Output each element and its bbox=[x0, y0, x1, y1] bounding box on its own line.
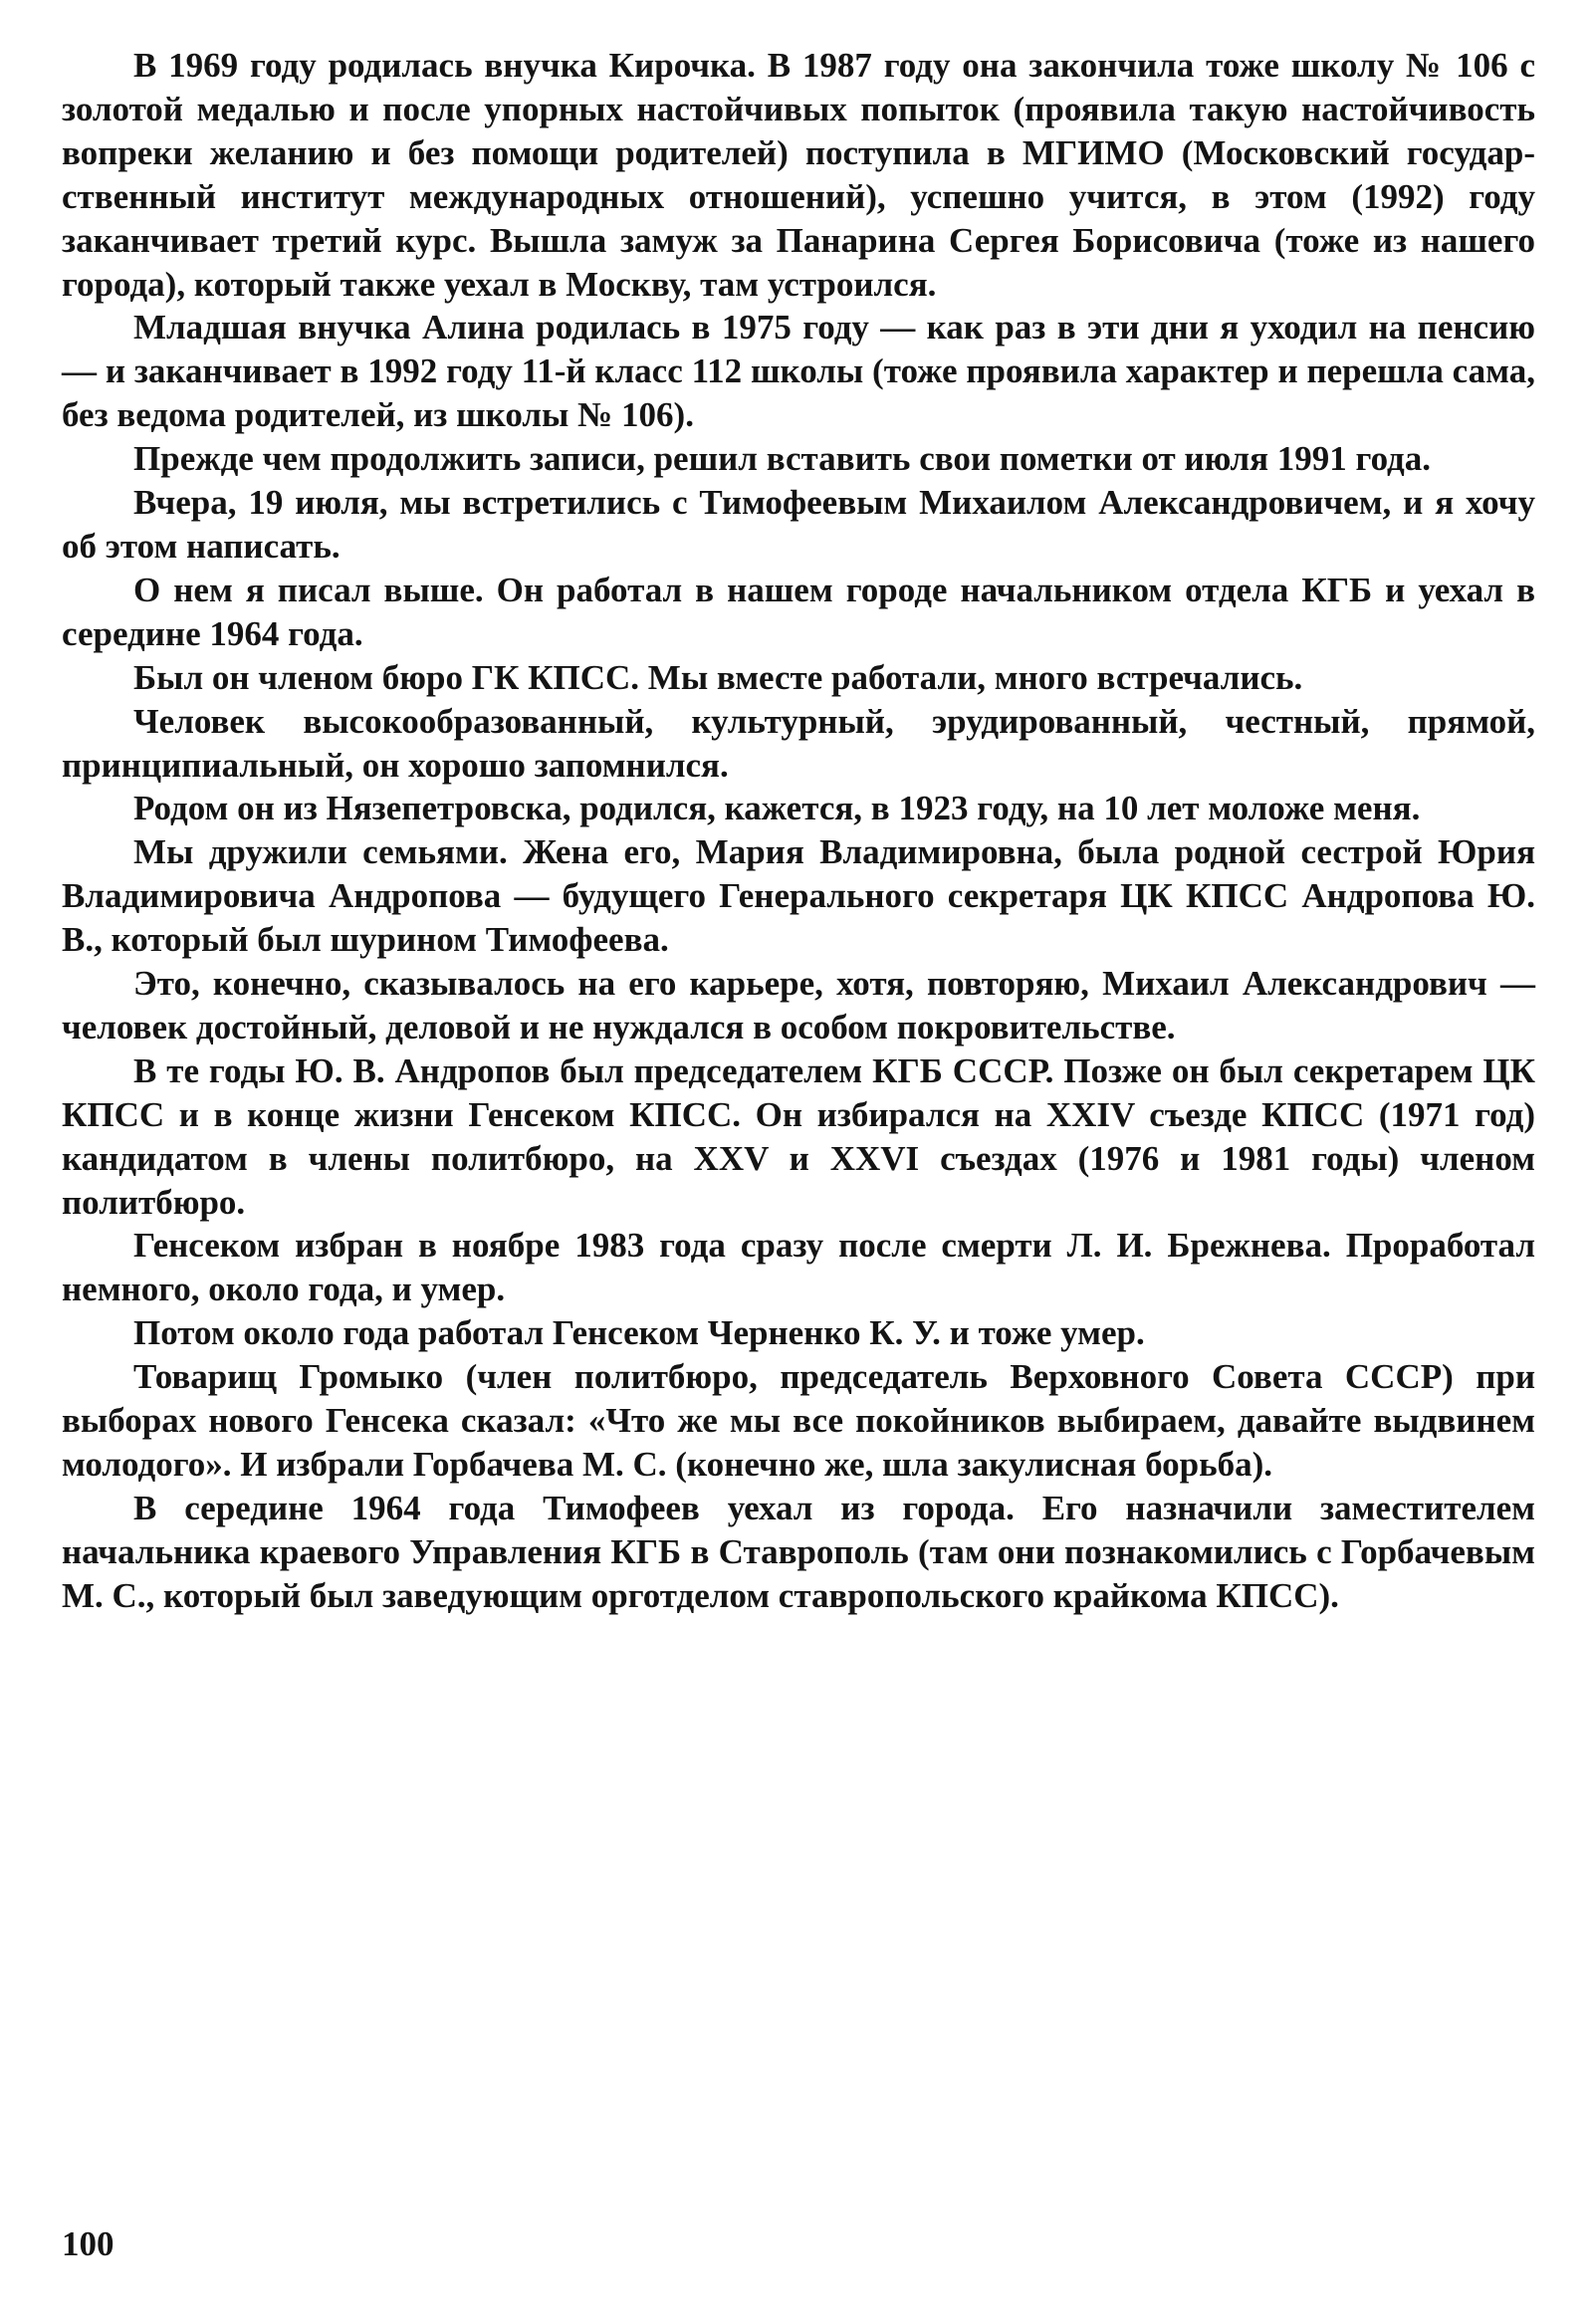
paragraph: В те годы Ю. В. Андропов был председателем КГБ СССР. Позже он был секретарем ЦК КПСС и в конце жизни Генсеком КПСС. Он избирался на XXIV съезде КПСС (1971 год) кандидатом в члены политбюро, на XXV и XXVI съездах (1976 и 1981 годы) членом политбюро. bbox=[62, 1050, 1535, 1222]
paragraph: В 1969 году родилась внучка Кирочка. В 1987 году она закончила тоже школу № 106 с золотой медалью и после упорных настойчивых попыток (проявила такую настойчивость вопреки желанию и без помощи родителей) поступила в МГИМО (Московский государственный институт международных отношений), успешно учится, в этом (1992) году заканчивает третий курс. Вышла замуж за Панарина Сергея Борисовича (тоже из нашего города), который также уехал в Москву, там устроился. bbox=[62, 46, 1535, 304]
paragraph: В середине 1964 года Тимофеев уехал из города. Его назначили заместителем начальника краевого Управления КГБ в Ставрополь (там они познакомились с Горбачевым М. С., который был заведующим орготделом ставропольского крайкома КПСС). bbox=[62, 1488, 1535, 1615]
paragraph: Прежде чем продолжить записи, решил вставить свои пометки от июля 1991 года. bbox=[133, 439, 1432, 479]
paragraph: Товарищ Громыко (член политбюро, председатель Верховного Совета СССР) при выборах нового Генсека сказал: «Что же мы все покойников выбираем, давайте выдвинем молодого». И избрали Горбачева М. С. (конечно же, шла закулисная борьба). bbox=[62, 1357, 1535, 1484]
paragraph: Это, конечно, сказывалось на его карьере, хотя, повторяю, Михаил Александрович — человек достойный, деловой и не нуждался в особом покровительстве. bbox=[62, 964, 1535, 1046]
paragraph: Младшая внучка Алина родилась в 1975 году — как раз в эти дни я уходил на пенсию — и заканчивает в 1992 году 11-й класс 112 школы (тоже проявила характер и перешла сама, без ведома родителей, из школы № 106). bbox=[62, 308, 1535, 435]
paragraph: Мы дружили семьями. Жена его, Мария Владимировна, была родной сестрой Юрия Владимировича Андропова — будущего Генерального секретаря ЦК КПСС Андропова Ю. В., который был шурином Тимофеева. bbox=[62, 832, 1535, 960]
page-body bbox=[62, 44, 1535, 1618]
paragraph: Был он членом бюро ГК КПСС. Мы вместе работали, много встречались. bbox=[133, 657, 1303, 697]
paragraph: Генсеком избран в ноябре 1983 года сразу после смерти Л. И. Брежнева. Проработал немного, около года, и умер. bbox=[62, 1226, 1535, 1309]
paragraph: Вчера, 19 июля, мы встретились с Тимофеевым Михаилом Александровичем, и я хочу об этом написать. bbox=[62, 483, 1535, 566]
paragraph: Родом он из Нязепетровска, родился, кажется, в 1923 году, на 10 лет моложе меня. bbox=[133, 789, 1421, 828]
paragraph: О нем я писал выше. Он работал в нашем городе начальником отдела КГБ и уехал в середине 1964 года. bbox=[62, 570, 1535, 653]
page-number: 100 bbox=[62, 2224, 114, 2263]
paragraph: Человек высокообразованный, культурный, эрудированный, честный, прямой, принципиальный, он хорошо запомнился. bbox=[62, 701, 1535, 785]
paragraph: Потом около года работал Генсеком Черненко К. У. и тоже умер. bbox=[133, 1313, 1145, 1353]
